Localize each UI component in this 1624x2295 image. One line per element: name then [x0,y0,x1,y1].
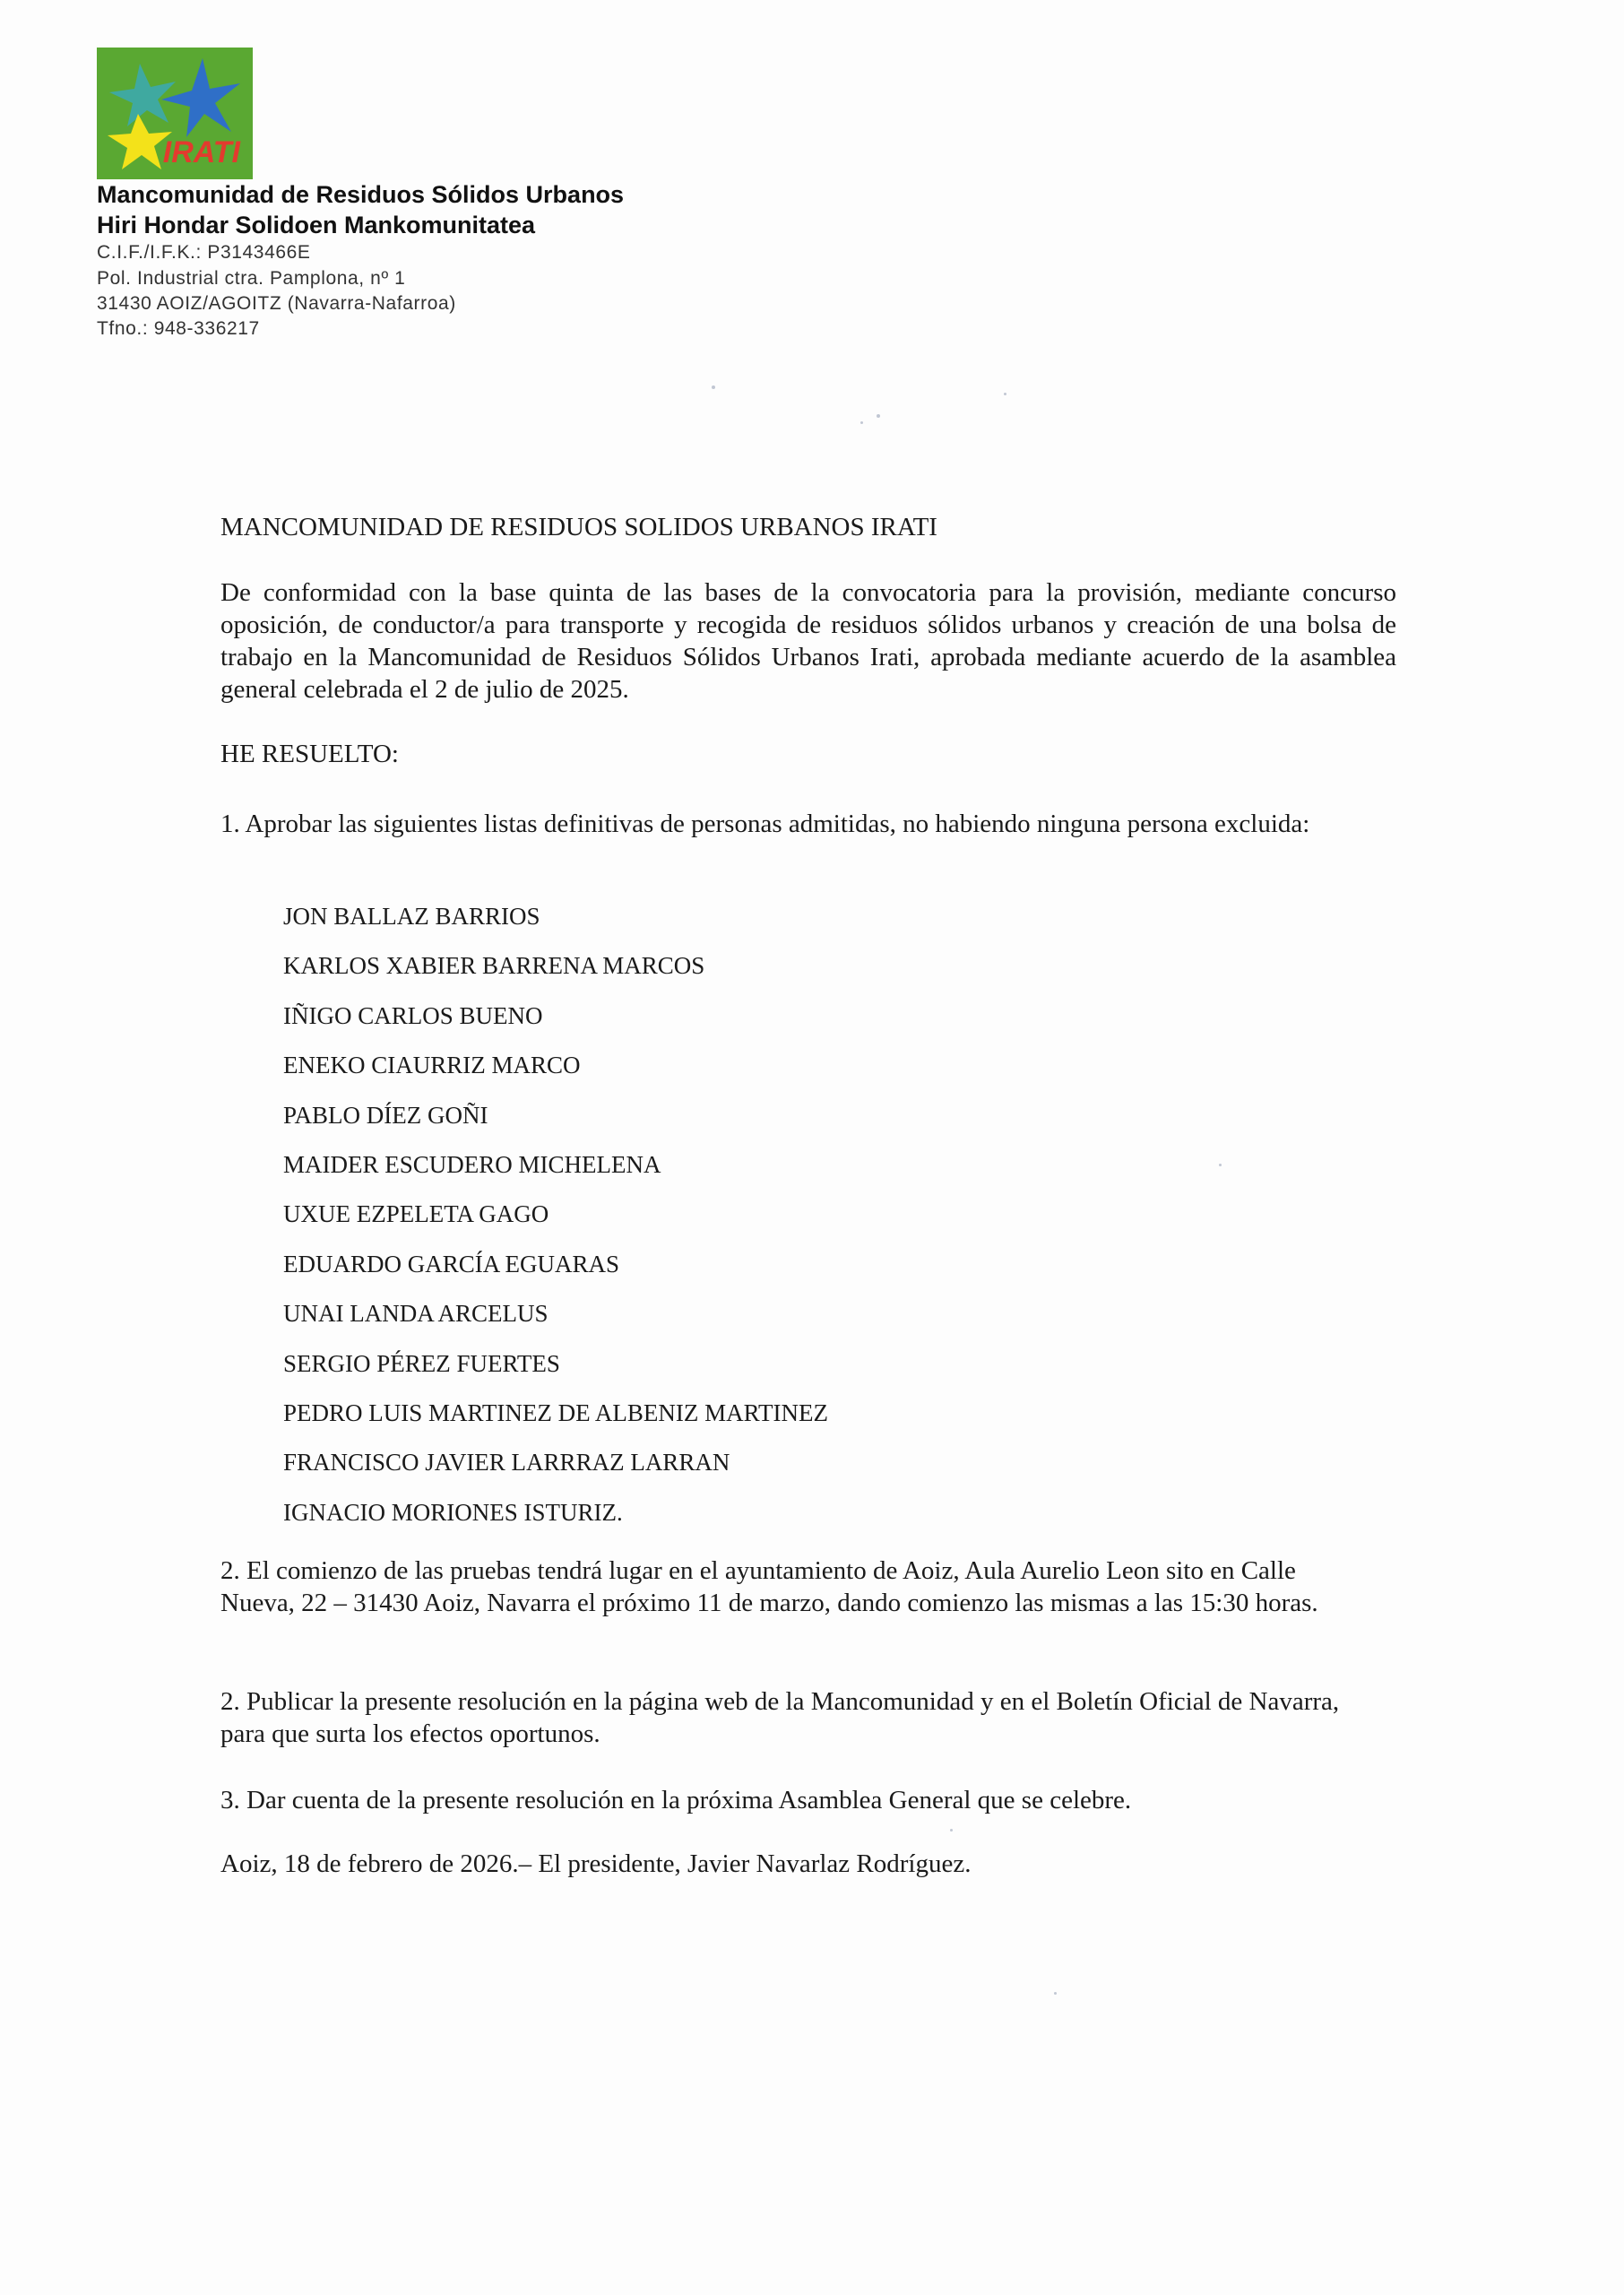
scan-speck [1219,1164,1222,1166]
org-phone: Tfno.: 948-336217 [97,318,260,339]
intro-paragraph: De conformidad con la base quinta de las bases de la convocatoria para la provisión, mediante concurso oposición, de conductor/a para transporte y recogida de residuos sólidos urbanos y creación de una bolsa de trabajo en la Mancomunidad de Residuos Sólidos Urbanos Irati, aprobada mediante acuerdo de la asamblea general celebrada el 2 de julio de 2025. [220,578,1396,704]
org-cif: C.I.F./I.F.K.: P3143466E [97,242,311,263]
admitted-name: ENEKO CIAURRIZ MARCO [283,1052,581,1079]
scan-speck [1004,393,1006,395]
admitted-name: UNAI LANDA ARCELUS [283,1300,549,1328]
org-name-es: Mancomunidad de Residuos Sólidos Urbanos [97,181,625,208]
org-name-eu: Hiri Hondar Solidoen Mankomunitatea [97,212,536,238]
signature-line: Aoiz, 18 de febrero de 2026.– El presidente, Javier Navarlaz Rodríguez. [220,1849,972,1878]
admitted-name: EDUARDO GARCÍA EGUARAS [283,1250,620,1277]
org-address-line2: 31430 AOIZ/AGOITZ (Navarra-Nafarroa) [97,293,456,314]
scan-speck [1054,1992,1057,1995]
admitted-name: IGNACIO MORIONES ISTURIZ. [283,1498,623,1526]
scan-speck [860,421,863,424]
admitted-name: SERGIO PÉREZ FUERTES [283,1349,560,1377]
admitted-list [283,900,828,1546]
admitted-name: JON BALLAZ BARRIOS [283,903,540,930]
document-heading: MANCOMUNIDAD DE RESIDUOS SOLIDOS URBANOS IRATI [220,513,937,541]
org-address-line1: Pol. Industrial ctra. Pamplona, nº 1 [97,268,406,289]
scan-speck [950,1829,953,1832]
scan-speck [877,414,880,418]
resolution-item-2: 2. El comienzo de las pruebas tendrá lugar en el ayuntamiento de Aoiz, Aula Aurelio Leon sito en Calle Nueva, 22 – 31430 Aoiz, Navarra el próximo 11 de marzo, dando comienzo las mismas a las 15:30 horas. [220,1556,1318,1617]
admitted-name: PEDRO LUIS MARTINEZ DE ALBENIZ MARTINEZ [283,1399,828,1426]
admitted-name: MAIDER ESCUDERO MICHELENA [283,1150,661,1178]
logo-text: IRATI [162,135,240,169]
admitted-name: FRANCISCO JAVIER LARRRAZ LARRAN [283,1449,730,1477]
admitted-name: UXUE EZPELETA GAGO [283,1200,549,1228]
admitted-name: KARLOS XABIER BARRENA MARCOS [283,952,705,980]
resolved-heading: HE RESUELTO: [220,740,399,768]
resolution-item-1: 1. Aprobar las siguientes listas definitivas de personas admitidas, no habiendo ninguna persona excluida: [220,810,1310,838]
scan-speck [712,385,715,389]
admitted-name: PABLO DÍEZ GOÑI [283,1101,488,1129]
irati-logo [97,48,253,179]
resolution-item-3: 2. Publicar la presente resolución en la página web de la Mancomunidad y en el Boletín Oficial de Navarra, para que surta los efectos oportunos. [220,1687,1340,1748]
resolution-item-4: 3. Dar cuenta de la presente resolución en la próxima Asamblea General que se celebre. [220,1786,1132,1814]
admitted-name: IÑIGO CARLOS BUENO [283,1001,543,1029]
